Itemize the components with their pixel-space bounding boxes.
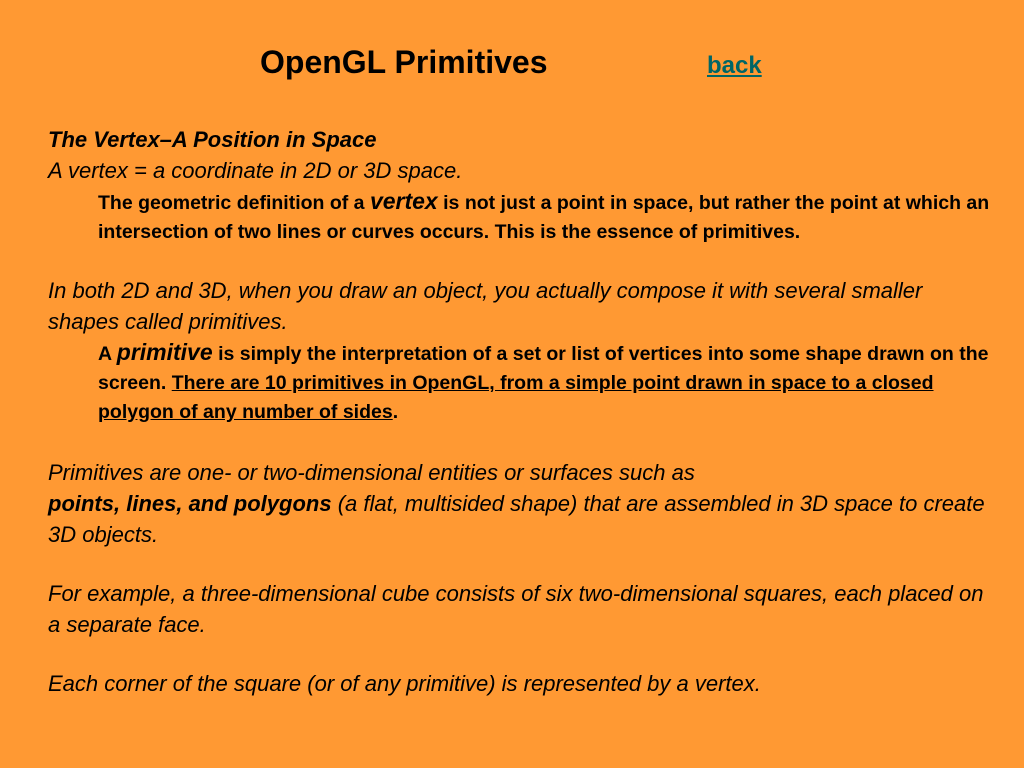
primitive-detail-middle: is simply the interpretation of a set or list of vertices into some shape drawn on the screen. (98, 343, 989, 394)
vertex-detail-suffix: is not just a point in space, but rather the point at which an intersection of two lines or curves occurs. This is the essence of primitives. (98, 192, 990, 243)
primitive-term: primitive (116, 339, 213, 365)
primitive-detail-prefix: A (98, 343, 117, 365)
example-text: For example, a three-dimensional cube consists of six two-dimensional squares, each placed on a separate face. (48, 581, 984, 637)
primitives-types: points, lines, and polygons (48, 491, 332, 516)
corner-text: Each corner of the square (or of any primitive) is represented by a vertex. (48, 671, 761, 696)
slide-content (48, 124, 998, 699)
vertex-term: vertex (369, 188, 438, 214)
spacer (48, 247, 998, 275)
vertex-heading: The Vertex–A Position in Space (48, 127, 377, 152)
primitive-detail-end: . (392, 401, 399, 423)
back-link[interactable]: back (707, 52, 762, 79)
primitives-text-prefix: Primitives are one- or two-dimensional entities or surfaces such as (48, 460, 695, 485)
spacer (48, 550, 998, 578)
primitives-text (48, 457, 998, 550)
vertex-definition: A vertex = a coordinate in 2D or 3D space. (48, 158, 463, 183)
vertex-detail-prefix: The geometric definition of a (98, 192, 370, 214)
primitive-detail (98, 338, 998, 427)
page-title: OpenGL Primitives (260, 44, 548, 80)
primitive-count-note: There are 10 primitives in OpenGL, from a simple point drawn in space to a closed polygon of any number of sides (98, 372, 934, 423)
compose-text: In both 2D and 3D, when you draw an object, you actually compose it with several smaller shapes called primitives. (48, 278, 923, 334)
spacer (48, 427, 998, 457)
vertex-detail (98, 187, 998, 247)
spacer (48, 640, 998, 668)
primitives-text-suffix: (a flat, multisided shape) that are assembled in 3D space to create 3D objects. (48, 491, 985, 547)
